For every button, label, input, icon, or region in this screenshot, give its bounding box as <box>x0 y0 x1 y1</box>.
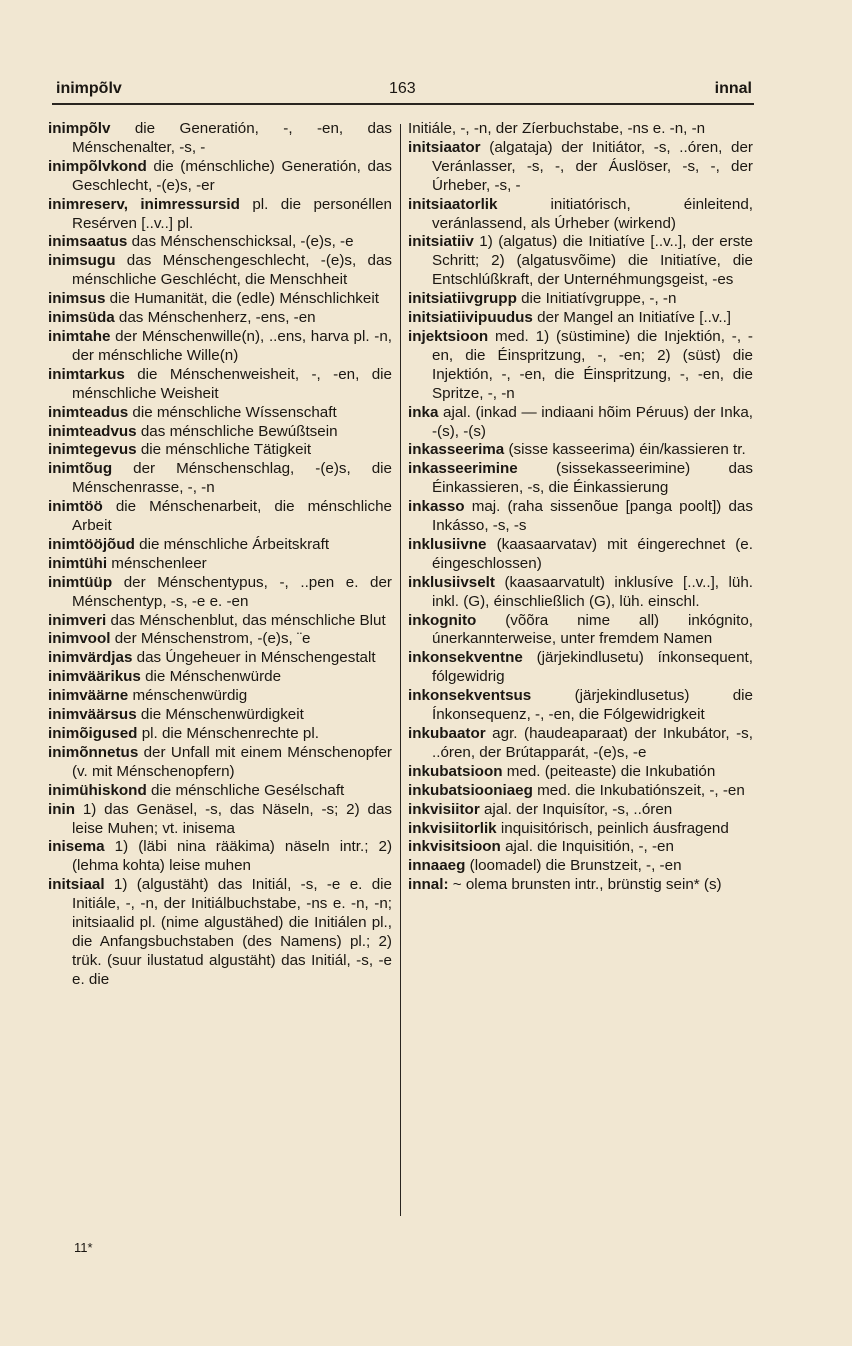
dictionary-entry <box>48 687 392 706</box>
dictionary-entry <box>48 649 392 668</box>
running-header <box>56 80 752 102</box>
entry-definition: Initiále, -, -n, der Zíerbuchstabe, -ns e. -n, -n <box>408 120 706 137</box>
dictionary-entry <box>408 725 753 763</box>
entry-headword: innal: <box>408 876 449 894</box>
dictionary-entry <box>48 498 392 536</box>
dictionary-entry <box>408 498 753 536</box>
dictionary-entry <box>408 763 753 782</box>
entry-definition: ajal. die Inquisitión, -, -en <box>505 838 674 856</box>
entry-headword: inkvisiitorlik <box>408 819 497 837</box>
entry-headword: inisema <box>48 838 105 856</box>
entry-definition: (kaasaarvatav) mit éingerechnet (e. éingeschlossen) <box>432 535 753 572</box>
entry-headword: inimtegevus <box>48 441 137 459</box>
dictionary-entry <box>48 328 392 366</box>
dictionary-entry <box>408 139 753 196</box>
entry-headword: inkubatsioon <box>408 762 503 780</box>
entry-headword: inkasseerimine <box>408 460 518 478</box>
entry-definition: die ménschliche Gesélschaft <box>150 781 345 799</box>
entry-definition: der Ménschentypus, -, ..pen e. der Ménschentyp, -s, -e e. -en <box>72 573 392 610</box>
dictionary-entry <box>408 309 753 328</box>
entry-definition: 1) (läbi nina rääkima) näseln intr.; 2) (lehma kohta) leise muhen <box>72 838 392 875</box>
left-column <box>48 120 392 990</box>
entry-headword: initsiatiiv <box>408 233 474 251</box>
entry-definition: die Humanität, die (edle) Ménschlichkeit <box>109 290 379 308</box>
entry-headword: inimühiskond <box>48 781 147 799</box>
entry-definition: die ménschliche Tätigkeit <box>140 441 312 459</box>
entry-headword: innaaeg <box>408 857 466 875</box>
dictionary-entry <box>408 612 753 650</box>
entry-headword: initsiatiivgrupp <box>408 290 517 308</box>
entry-headword: inkubatsiooniaeg <box>408 781 533 799</box>
entry-definition: 1) das Genäsel, -s, das Näseln, -s; 2) das leise Muhen; vt. inisema <box>72 800 392 837</box>
entry-definition: (järjekindlusetu) ínkonsequent, fólgewidrig <box>432 649 753 686</box>
entry-definition: agr. (haudeaparaat) der Inkubátor, -s, ..óren, der Brútapparát, -(e)s, -e <box>432 725 753 761</box>
entry-definition: das Ménschenschicksal, -(e)s, -e <box>131 233 354 251</box>
entry-definition: ménschenwürdig <box>132 687 248 705</box>
entry-headword: inimveri <box>48 611 107 629</box>
entry-definition: (järjekindlusetus) die Ínkonsequenz, -, -en, die Fólgewidrigkeit <box>432 687 753 724</box>
dictionary-entry <box>48 120 392 158</box>
entry-definition: das Ménschenblut, das ménschliche Blut <box>110 611 386 629</box>
entry-headword: inkognito <box>408 611 477 629</box>
entry-definition: (kaasaarvatult) inklusíve [..v..], lüh. inkl. (G), éinschließlich (G), lüh. einschl. <box>432 573 753 610</box>
entry-definition: die Ménschenarbeit, die ménschliche Arbeit <box>72 498 392 535</box>
dictionary-entry <box>408 441 753 460</box>
dictionary-entry <box>408 233 753 290</box>
entry-headword: inimreserv, inimressursid <box>48 195 240 213</box>
dictionary-entry <box>48 404 392 423</box>
entry-definition: ménschenleer <box>111 554 207 572</box>
entry-definition: (sisse kasseerima) éin/kassieren tr. <box>508 441 746 459</box>
entry-headword: injektsioon <box>408 327 489 345</box>
entry-definition: die ménschliche Wíssenschaft <box>132 403 337 421</box>
entry-headword: inimtõug <box>48 460 113 478</box>
entry-definition: inquisitórisch, peinlich áusfragend <box>500 819 729 837</box>
entry-definition: (võõra nime all) inkógnito, únerkannterweise, unter fremdem Namen <box>432 611 753 648</box>
dictionary-entry <box>48 782 392 801</box>
entry-headword: inimtühi <box>48 554 108 572</box>
dictionary-entry <box>408 290 753 309</box>
entry-definition: das Ménschenherz, -ens, -en <box>118 309 316 327</box>
entry-definition: der Unfall mit einem Ménschenopfer (v. mit Ménschenopfern) <box>72 743 392 780</box>
dictionary-entry <box>408 801 753 820</box>
entry-headword: inkonsekventsus <box>408 687 532 705</box>
entry-headword: inimvool <box>48 630 111 648</box>
entry-headword: inka <box>408 403 439 421</box>
entry-definition: das ménschliche Bewúßtsein <box>140 422 338 440</box>
entry-definition: die ménschliche Árbeitskraft <box>139 535 330 553</box>
entry-headword: inimtahe <box>48 327 111 345</box>
header-first-word: inimpõlv <box>56 80 122 97</box>
entry-definition: das Úngeheuer in Ménschengestalt <box>136 649 376 667</box>
entry-headword: inimsugu <box>48 252 116 270</box>
entry-headword: initsiaator <box>408 138 481 156</box>
dictionary-entry <box>408 820 753 839</box>
dictionary-entry <box>48 460 392 498</box>
entry-definition: ~ olema brunsten intr., brünstig sein* (s) <box>452 876 722 894</box>
dictionary-entry <box>48 801 392 839</box>
dictionary-entry <box>408 838 753 857</box>
header-rule <box>52 103 754 105</box>
entry-definition: med. (peiteaste) die Inkubatión <box>506 762 716 780</box>
entry-headword: inkubaator <box>408 725 486 742</box>
entry-headword: inimpõlv <box>48 120 111 137</box>
entry-headword: inimtöö <box>48 498 103 516</box>
entry-definition: 1) (algustäht) das Initiál, -s, -e e. die Initiále, -, -n, der Initiálbuchstabe, -ns e. -n, -n; initsiaalid pl. (nime algustähed) die Initiálen pl., die Anfangsbuchstaben (des Namens) pl.; 2) trük. (suur ilustatud algustäht) das Initiál, -s, -e e. die <box>72 876 392 988</box>
entry-headword: inin <box>48 800 75 818</box>
entry-headword: inimsaatus <box>48 233 128 251</box>
dictionary-entry <box>408 328 753 404</box>
dictionary-entry <box>408 687 753 725</box>
entry-headword: initsiaal <box>48 876 105 894</box>
dictionary-entry <box>48 574 392 612</box>
dictionary-entry <box>48 441 392 460</box>
entry-definition: der Ménschenstrom, -(e)s, ¨e <box>114 630 311 648</box>
entry-headword: inimteadvus <box>48 422 137 440</box>
entry-definition: die Ménschenwürde <box>145 668 282 686</box>
dictionary-entry <box>408 574 753 612</box>
entry-headword: inimtööjõud <box>48 535 135 553</box>
entry-definition: ajal. der Inquisítor, -s, ..óren <box>483 800 673 818</box>
dictionary-entry <box>48 252 392 290</box>
dictionary-entry <box>48 423 392 442</box>
entry-definition: der Ménschenwille(n), ..ens, harva pl. -n, der ménschliche Wille(n) <box>72 327 392 364</box>
dictionary-entry <box>48 668 392 687</box>
entry-headword: inimsus <box>48 290 106 308</box>
right-column <box>408 120 753 895</box>
dictionary-entry <box>408 782 753 801</box>
entry-definition: (sissekasseerimine) das Éinkassieren, -s, die Éinkassierung <box>432 460 753 497</box>
entry-headword: inimteadus <box>48 403 129 421</box>
dictionary-entry <box>48 233 392 252</box>
entry-definition: pl. die personéllen Resérven [..v..] pl. <box>72 195 392 232</box>
entry-headword: initsiatiivipuudus <box>408 309 533 327</box>
entry-headword: inimõigused <box>48 725 138 742</box>
entry-definition: die Ménschenwürdigkeit <box>140 706 304 724</box>
dictionary-entry <box>408 536 753 574</box>
entry-definition: (algataja) der Initiátor, -s, ..óren, der Veránlasser, -s, -, der Áuslöser, -s, -, der Úrheber, -s, - <box>432 138 753 194</box>
entry-headword: inkasseerima <box>408 441 505 459</box>
dictionary-entry <box>48 725 392 744</box>
entry-definition: (loomadel) die Brunstzeit, -, -en <box>469 857 682 875</box>
entry-headword: inimsüda <box>48 309 115 327</box>
entry-headword: inimväärsus <box>48 706 137 724</box>
entry-headword: inimpõlvkond <box>48 157 147 175</box>
dictionary-entry <box>408 404 753 442</box>
entry-definition: die Generatión, -, -en, das Ménschenalter, -s, - <box>72 120 392 156</box>
dictionary-entry <box>408 649 753 687</box>
entry-definition: das Ménschengeschlecht, -(e)s, das ménschliche Geschlécht, die Menschheit <box>72 252 392 289</box>
dictionary-entry <box>48 612 392 631</box>
entry-definition: der Ménschenschlag, -(e)s, die Ménschenrasse, -, -n <box>72 460 392 497</box>
entry-headword: inkasso <box>408 498 465 516</box>
entry-headword: inkonsekventne <box>408 649 523 667</box>
dictionary-entry <box>408 120 753 139</box>
entry-headword: inimtüüp <box>48 573 113 591</box>
entry-definition: die Initiatívgruppe, -, -n <box>521 290 677 308</box>
entry-definition: der Mangel an Initiatíve [..v..] <box>537 309 732 327</box>
entry-definition: initiatórisch, éinleitend, veránlassend, als Úrheber (wirkend) <box>432 195 753 232</box>
entry-definition: die (ménschliche) Generatión, das Geschlecht, -(e)s, -er <box>72 157 392 194</box>
column-divider <box>400 124 401 1216</box>
entry-headword: inimväärikus <box>48 668 141 686</box>
entry-headword: inkvisiitor <box>408 800 480 818</box>
dictionary-entry <box>48 196 392 234</box>
entry-headword: inklusiivselt <box>408 573 495 591</box>
dictionary-entry <box>408 460 753 498</box>
dictionary-entry <box>48 309 392 328</box>
dictionary-entry <box>48 744 392 782</box>
dictionary-entry <box>48 876 392 989</box>
entry-definition: med. die Inkubatiónszeit, -, -en <box>537 781 745 799</box>
dictionary-entry <box>408 876 753 895</box>
entry-definition: 1) (algatus) die Initiatíve [..v..], der erste Schritt; 2) (algatusvõime) die Initiatíve, die Entschlúßkraft, der Unternéhmungsgeist, -es <box>432 233 753 289</box>
dictionary-entry <box>48 706 392 725</box>
entry-definition: die Ménschenweisheit, -, -en, die ménschliche Weisheit <box>72 365 392 402</box>
page-number: 163 <box>389 80 416 97</box>
entry-headword: inimtarkus <box>48 365 125 383</box>
dictionary-entry <box>48 555 392 574</box>
entry-definition: med. 1) (süstimine) die Injektión, -, -en, die Éinspritzung, -, -en; 2) (süst) die Injektión, -, -en, die Éinspritzung, -, -en, die Spritze, -, -n <box>432 327 753 402</box>
entry-definition: ajal. (inkad — indiaani hõim Péruus) der Inka, -(s), -(s) <box>432 403 753 440</box>
entry-headword: inkvisitsioon <box>408 838 501 856</box>
dictionary-entry <box>48 838 392 876</box>
entry-headword: inimõnnetus <box>48 743 139 761</box>
dictionary-entry <box>408 196 753 234</box>
dictionary-entry <box>48 290 392 309</box>
dictionary-entry <box>48 536 392 555</box>
dictionary-entry <box>48 630 392 649</box>
printer-signature: 11* <box>74 1240 93 1255</box>
dictionary-entry <box>408 857 753 876</box>
dictionary-entry <box>48 158 392 196</box>
entry-headword: inklusiivne <box>408 535 487 553</box>
entry-headword: inimvärdjas <box>48 649 133 667</box>
entry-definition: pl. die Ménschenrechte pl. <box>141 725 319 742</box>
header-last-word: innal <box>714 80 752 97</box>
entry-headword: inimväärne <box>48 687 129 705</box>
entry-headword: initsiaatorlik <box>408 195 498 213</box>
entry-definition: maj. (raha sissenõue [panga poolt]) das Inkásso, -s, -s <box>432 498 753 535</box>
dictionary-entry <box>48 366 392 404</box>
